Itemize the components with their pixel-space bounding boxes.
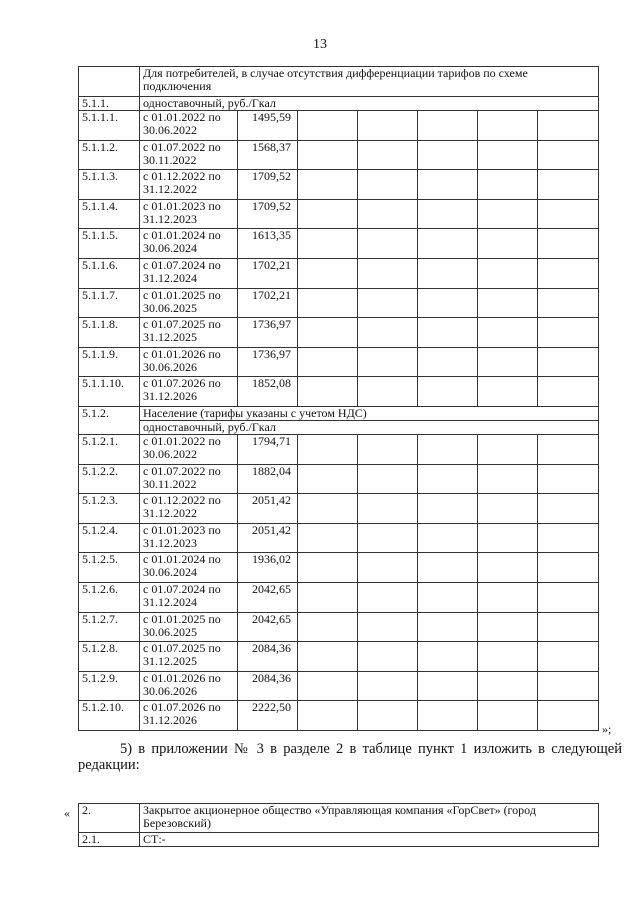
- tariff-value: 2051,42: [238, 523, 298, 553]
- empty-cell: [538, 612, 599, 642]
- table-row: [79, 523, 599, 553]
- period-cell: с 01.07.2022 по 30.11.2022: [140, 140, 238, 170]
- tariff-value: 1736,97: [238, 347, 298, 377]
- empty-cell: [358, 642, 418, 672]
- empty-cell: [418, 347, 478, 377]
- empty-cell: [538, 523, 599, 553]
- table-row: [79, 199, 599, 229]
- empty-cell: [538, 288, 599, 318]
- row-number: 5.1.2.7.: [79, 612, 140, 642]
- empty-cell: [538, 111, 599, 141]
- period-cell: с 01.01.2022 по 30.06.2022: [140, 111, 238, 141]
- empty-cell: [298, 258, 358, 288]
- row-number: 5.1.2.6.: [79, 582, 140, 612]
- section-number: 5.1.2.: [79, 406, 140, 434]
- empty-cell: [358, 229, 418, 259]
- section-number: 5.1.1.: [79, 97, 140, 111]
- tariff-value: 2084,36: [238, 642, 298, 672]
- empty-cell: [358, 377, 418, 407]
- section-label: Население (тарифы указаны с учетом НДС): [140, 406, 599, 420]
- empty-cell: [298, 464, 358, 494]
- table-row: [79, 434, 599, 464]
- empty-cell: [298, 229, 358, 259]
- empty-cell: [538, 434, 599, 464]
- empty-cell: [478, 642, 538, 672]
- empty-cell: [418, 464, 478, 494]
- empty-cell: [79, 67, 140, 97]
- period-cell: с 01.01.2023 по 31.12.2023: [140, 199, 238, 229]
- empty-cell: [418, 612, 478, 642]
- empty-cell: [478, 229, 538, 259]
- empty-cell: [418, 288, 478, 318]
- table-row: [79, 170, 599, 200]
- empty-cell: [478, 199, 538, 229]
- empty-cell: [358, 553, 418, 583]
- tariff-value: 1852,08: [238, 377, 298, 407]
- table-row: [79, 553, 599, 583]
- empty-cell: [298, 288, 358, 318]
- empty-cell: [478, 318, 538, 348]
- empty-cell: [478, 701, 538, 731]
- tariff-value: 2042,65: [238, 582, 298, 612]
- section-label: одноставочный, руб./Гкал: [140, 97, 599, 111]
- page-number: 13: [313, 37, 327, 52]
- period-cell: с 01.01.2026 по 30.06.2026: [140, 671, 238, 701]
- empty-cell: [418, 701, 478, 731]
- table-row: [79, 347, 599, 377]
- empty-cell: [478, 111, 538, 141]
- empty-cell: [358, 199, 418, 229]
- period-cell: с 01.01.2025 по 30.06.2025: [140, 288, 238, 318]
- empty-cell: [358, 170, 418, 200]
- empty-cell: [358, 701, 418, 731]
- empty-cell: [418, 170, 478, 200]
- table-row: [79, 377, 599, 407]
- empty-cell: [298, 523, 358, 553]
- table-row: [79, 229, 599, 259]
- empty-cell: [538, 229, 599, 259]
- tariff-value: 1736,97: [238, 318, 298, 348]
- row-number: 5.1.2.5.: [79, 553, 140, 583]
- empty-cell: [298, 612, 358, 642]
- empty-cell: [298, 377, 358, 407]
- empty-cell: [358, 612, 418, 642]
- table-row: [79, 258, 599, 288]
- row-number: 5.1.1.7.: [79, 288, 140, 318]
- row-number: 5.1.2.2.: [79, 464, 140, 494]
- row-number: 5.1.1.3.: [79, 170, 140, 200]
- period-cell: с 01.07.2024 по 31.12.2024: [140, 258, 238, 288]
- empty-cell: [538, 199, 599, 229]
- empty-cell: [298, 111, 358, 141]
- empty-cell: [358, 582, 418, 612]
- period-cell: с 01.07.2022 по 30.11.2022: [140, 464, 238, 494]
- period-cell: с 01.07.2026 по 31.12.2026: [140, 701, 238, 731]
- empty-cell: [358, 258, 418, 288]
- empty-cell: [418, 523, 478, 553]
- empty-cell: [298, 494, 358, 524]
- row-number: 5.1.1.9.: [79, 347, 140, 377]
- table-row: [79, 494, 599, 524]
- table-row: [79, 318, 599, 348]
- tariff-value: 1495,59: [238, 111, 298, 141]
- empty-cell: [538, 701, 599, 731]
- empty-cell: [358, 494, 418, 524]
- tariff-value: 1568,37: [238, 140, 298, 170]
- empty-cell: [298, 140, 358, 170]
- section-sublabel: одноставочный, руб./Гкал: [140, 420, 599, 434]
- empty-cell: [418, 199, 478, 229]
- tariff-value: 1882,04: [238, 464, 298, 494]
- row-number: 5.1.1.5.: [79, 229, 140, 259]
- empty-cell: [358, 464, 418, 494]
- period-cell: с 01.12.2022 по 31.12.2022: [140, 170, 238, 200]
- tariff-value: 2051,42: [238, 494, 298, 524]
- period-cell: с 01.01.2024 по 30.06.2024: [140, 553, 238, 583]
- table-row: [79, 140, 599, 170]
- row-number: 5.1.2.9.: [79, 671, 140, 701]
- empty-cell: [418, 494, 478, 524]
- empty-cell: [478, 671, 538, 701]
- empty-cell: [358, 671, 418, 701]
- empty-cell: [538, 642, 599, 672]
- empty-cell: [478, 140, 538, 170]
- empty-cell: [478, 377, 538, 407]
- period-cell: с 01.01.2023 по 31.12.2023: [140, 523, 238, 553]
- row-number: 5.1.2.1.: [79, 434, 140, 464]
- tariff-value: 1709,52: [238, 199, 298, 229]
- empty-cell: [418, 258, 478, 288]
- empty-cell: [298, 318, 358, 348]
- empty-cell: [478, 464, 538, 494]
- table-row: [79, 833, 599, 847]
- empty-cell: [418, 140, 478, 170]
- row-number: 5.1.2.3.: [79, 494, 140, 524]
- empty-cell: [418, 642, 478, 672]
- empty-cell: [478, 582, 538, 612]
- empty-cell: [478, 434, 538, 464]
- empty-cell: [538, 553, 599, 583]
- empty-cell: [298, 553, 358, 583]
- empty-cell: [358, 523, 418, 553]
- tariff-value: 1936,02: [238, 553, 298, 583]
- empty-cell: [358, 318, 418, 348]
- empty-cell: [418, 111, 478, 141]
- table-row: [79, 111, 599, 141]
- empty-cell: [298, 170, 358, 200]
- table-row: [79, 97, 599, 111]
- empty-cell: [538, 494, 599, 524]
- empty-cell: [478, 170, 538, 200]
- empty-cell: [418, 434, 478, 464]
- organization-name: Закрытое акционерное общество «Управляющая компания «ГорСвет» (город Березовский): [140, 804, 599, 833]
- period-cell: с 01.07.2026 по 31.12.2026: [140, 377, 238, 407]
- row-number: 2.1.: [79, 833, 140, 847]
- tariff-value: 1702,21: [238, 288, 298, 318]
- system-label: СТ:-: [140, 833, 599, 847]
- tariff-value: 2084,36: [238, 671, 298, 701]
- table-row: [79, 582, 599, 612]
- empty-cell: [478, 347, 538, 377]
- row-number: 5.1.1.2.: [79, 140, 140, 170]
- amendment-paragraph: 5) в приложении № 3 в разделе 2 в таблице пункт 1 изложить в следующей редакции:: [78, 741, 622, 773]
- row-number: 5.1.1.6.: [79, 258, 140, 288]
- empty-cell: [538, 377, 599, 407]
- opening-quote-mark: «: [64, 806, 70, 820]
- empty-cell: [358, 288, 418, 318]
- empty-cell: [538, 347, 599, 377]
- period-cell: с 01.01.2026 по 30.06.2026: [140, 347, 238, 377]
- table-row: [79, 612, 599, 642]
- table-row: [79, 642, 599, 672]
- row-number: 5.1.1.1.: [79, 111, 140, 141]
- tariff-value: 2042,65: [238, 612, 298, 642]
- empty-cell: [418, 582, 478, 612]
- table-row: [79, 67, 599, 97]
- empty-cell: [418, 229, 478, 259]
- empty-cell: [538, 671, 599, 701]
- period-cell: с 01.01.2024 по 30.06.2024: [140, 229, 238, 259]
- empty-cell: [418, 553, 478, 583]
- period-cell: с 01.07.2025 по 31.12.2025: [140, 642, 238, 672]
- empty-cell: [418, 377, 478, 407]
- table-row: [79, 804, 599, 833]
- empty-cell: [538, 464, 599, 494]
- closing-quote-mark: »;: [602, 722, 612, 736]
- row-number: 5.1.1.10.: [79, 377, 140, 407]
- empty-cell: [538, 140, 599, 170]
- empty-cell: [478, 612, 538, 642]
- organization-table: [78, 803, 599, 847]
- tariff-value: 1709,52: [238, 170, 298, 200]
- empty-cell: [298, 671, 358, 701]
- tariff-value: 2222,50: [238, 701, 298, 731]
- empty-cell: [478, 258, 538, 288]
- period-cell: с 01.12.2022 по 31.12.2022: [140, 494, 238, 524]
- table-row: [79, 701, 599, 731]
- empty-cell: [538, 582, 599, 612]
- empty-cell: [358, 434, 418, 464]
- row-number: 2.: [79, 804, 140, 833]
- empty-cell: [298, 701, 358, 731]
- row-number: 5.1.2.4.: [79, 523, 140, 553]
- table-row: [79, 288, 599, 318]
- empty-cell: [298, 434, 358, 464]
- empty-cell: [418, 671, 478, 701]
- tariff-value: 1613,35: [238, 229, 298, 259]
- period-cell: с 01.01.2025 по 30.06.2025: [140, 612, 238, 642]
- period-cell: с 01.07.2025 по 31.12.2025: [140, 318, 238, 348]
- empty-cell: [358, 347, 418, 377]
- period-cell: с 01.07.2024 по 31.12.2024: [140, 582, 238, 612]
- tariff-value: 1702,21: [238, 258, 298, 288]
- empty-cell: [418, 318, 478, 348]
- empty-cell: [298, 642, 358, 672]
- row-number: 5.1.2.10.: [79, 701, 140, 731]
- empty-cell: [478, 553, 538, 583]
- period-cell: с 01.01.2022 по 30.06.2022: [140, 434, 238, 464]
- empty-cell: [298, 199, 358, 229]
- table-row: [79, 671, 599, 701]
- empty-cell: [538, 318, 599, 348]
- tariff-table: [78, 66, 599, 731]
- empty-cell: [538, 258, 599, 288]
- empty-cell: [478, 494, 538, 524]
- tariff-value: 1794,71: [238, 434, 298, 464]
- empty-cell: [358, 140, 418, 170]
- empty-cell: [298, 347, 358, 377]
- row-number: 5.1.1.4.: [79, 199, 140, 229]
- empty-cell: [358, 111, 418, 141]
- group-header: Для потребителей, в случае отсутствия дифференциации тарифов по схеме подключения: [140, 67, 599, 97]
- empty-cell: [298, 582, 358, 612]
- empty-cell: [478, 288, 538, 318]
- row-number: 5.1.1.8.: [79, 318, 140, 348]
- table-row: [79, 420, 599, 434]
- row-number: 5.1.2.8.: [79, 642, 140, 672]
- table-row: [79, 406, 599, 420]
- table-row: [79, 464, 599, 494]
- empty-cell: [538, 170, 599, 200]
- empty-cell: [478, 523, 538, 553]
